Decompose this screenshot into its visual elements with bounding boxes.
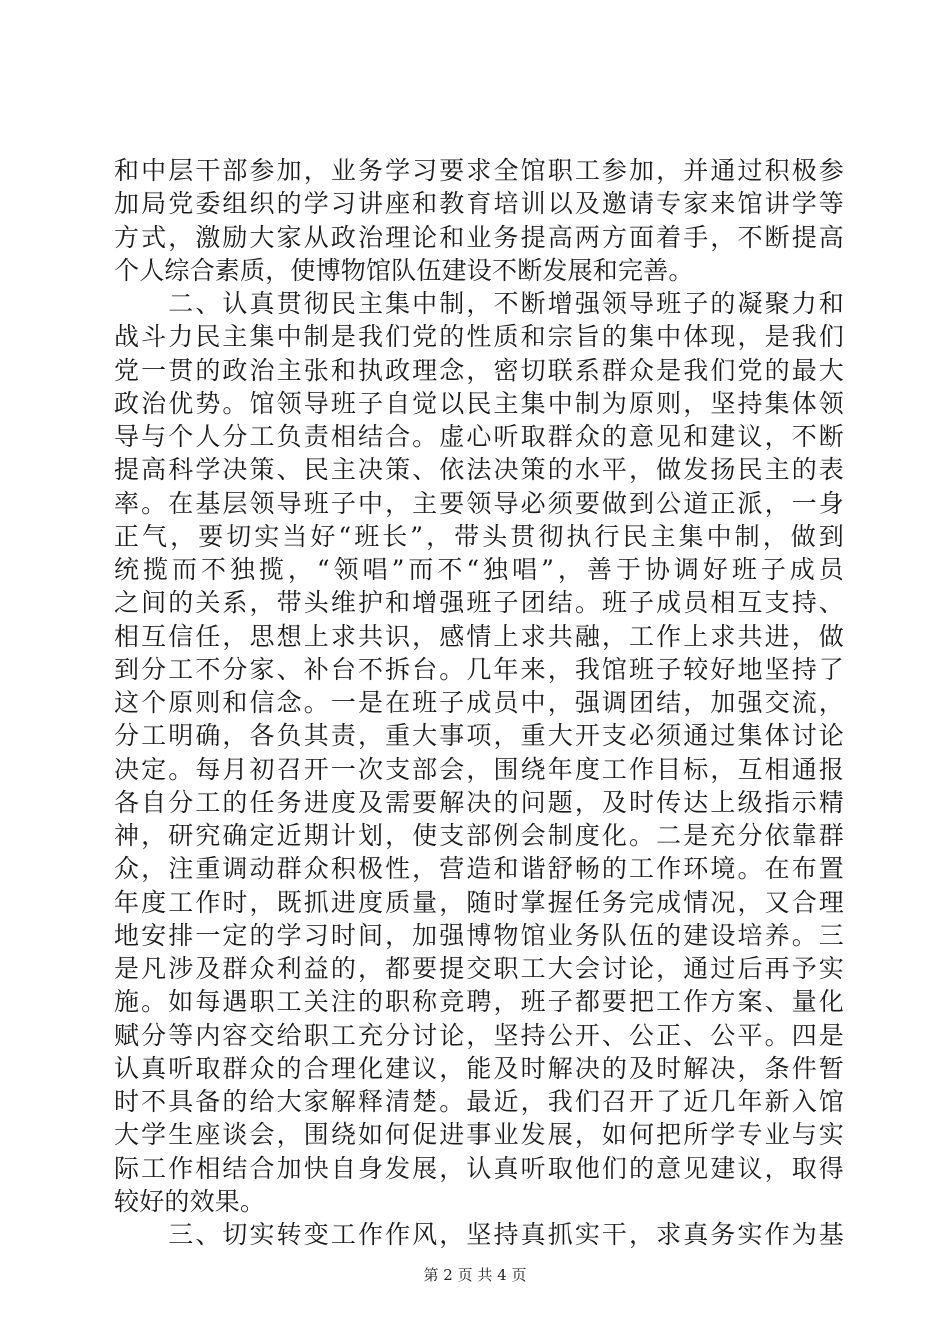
- text-line: 年度工作时，既抓进度质量，随时掌握任务完成情况，又合理: [114, 887, 844, 917]
- text-line: 决定。每月初召开一次支部会，围绕年度工作目标，互相通报: [114, 754, 844, 784]
- text-line: 际工作相结合加快自身发展，认真听取他们的意见建议，取得: [114, 1153, 844, 1183]
- text-line: 导与个人分工负责相结合。虚心听取群众的意见和建议，不断: [114, 422, 844, 451]
- text-line: 加局党委组织的学习讲座和教育培训以及邀请专家来馆讲学等: [114, 189, 844, 219]
- text-line: 个人综合素质，使博物馆队伍建设不断发展和完善。: [114, 255, 694, 285]
- text-line: 正气，要切实当好“班长”，带头贯彻执行民主集中制，做到: [114, 521, 844, 551]
- text-line: 之间的关系，带头维护和增强班子团结。班子成员相互支持、: [114, 588, 844, 618]
- text-line: 赋分等内容交给职工充分讨论，坚持公开、公正、公平。四是: [114, 1020, 844, 1050]
- text-line: 地安排一定的学习时间，加强博物馆业务队伍的建设培养。三: [114, 920, 844, 950]
- text-line: 党一贯的政治主张和执政理念，密切联系群众是我们党的最大: [114, 355, 844, 385]
- text-line: 三、切实转变工作作风，坚持真抓实干，求真务实作为基: [114, 1220, 844, 1249]
- text-line: 神，研究确定近期计划，使支部例会制度化。二是充分依靠群: [114, 821, 844, 850]
- text-line: 这个原则和信念。一是在班子成员中，强调团结，加强交流，: [114, 688, 844, 717]
- text-line: 率。在基层领导班子中，主要领导必须要做到公道正派，一身: [114, 488, 844, 518]
- page-footer: 第 2 页 共 4 页: [423, 1266, 527, 1284]
- text-line: 到分工不分家、补台不拆台。几年来，我馆班子较好地坚持了: [114, 654, 844, 684]
- text-line: 方式，激励大家从政治理论和业务提高两方面着手，不断提高: [114, 222, 844, 252]
- text-line: 二、认真贯彻民主集中制，不断增强领导班子的凝聚力和: [114, 289, 844, 318]
- text-line: 统揽而不独揽，“领唱”而不“独唱”，善于协调好班子成员: [114, 555, 844, 584]
- text-line: 相互信任，思想上求共识，感情上求共融，工作上求共进，做: [114, 621, 844, 651]
- document-body: [114, 154, 844, 1251]
- text-line: 提高科学决策、民主决策、依法决策的水平，做发扬民主的表: [114, 455, 844, 485]
- text-line: 政治优势。馆领导班子自觉以民主集中制为原则，坚持集体领: [114, 388, 844, 418]
- text-line: 分工明确，各负其责，重大事项，重大开支必须通过集体讨论: [114, 721, 844, 751]
- text-line: 是凡涉及群众利益的，都要提交职工大会讨论，通过后再予实: [114, 954, 844, 983]
- text-line: 施。如每遇职工关注的职称竞聘，班子都要把工作方案、量化: [114, 987, 844, 1017]
- text-line: 认真听取群众的合理化建议，能及时解决的及时解决，条件暂: [114, 1053, 844, 1083]
- text-line: 战斗力民主集中制是我们党的性质和宗旨的集中体现，是我们: [114, 322, 844, 352]
- text-line: 较好的效果。: [114, 1186, 266, 1216]
- text-line: 时不具备的给大家解释清楚。最近，我们召开了近几年新入馆: [114, 1087, 844, 1116]
- text-line: 众，注重调动群众积极性，营造和谐舒畅的工作环境。在布置: [114, 854, 844, 884]
- text-line: 各自分工的任务进度及需要解决的问题，及时传达上级指示精: [114, 787, 844, 817]
- text-line: 和中层干部参加，业务学习要求全馆职工参加，并通过积极参: [114, 156, 844, 185]
- text-line: 大学生座谈会，围绕如何促进事业发展，如何把所学专业与实: [114, 1120, 844, 1150]
